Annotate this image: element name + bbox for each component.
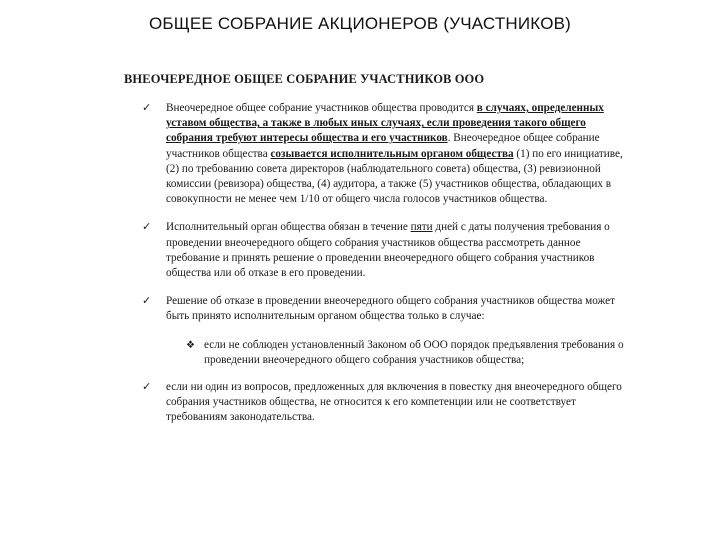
list-item xyxy=(124,220,624,281)
item-text: Исполнительный орган общества обязан в течение xyxy=(166,221,411,234)
checkmark-icon: ✓ xyxy=(142,381,152,394)
item-text: если ни один из вопросов, предложенных для включения в повестку дня внеочередного общего собрания участников общества, не относится к его компетенции или не соответствует требованиям законодательства. xyxy=(166,381,622,424)
item-text: (1) по его инициативе, (2) по требованию совета директоров (наблюдательного совета) общества, (3) ревизионной комиссии (ревизора) общества, (4) аудитора, а также (5) участников общества, обладающих в совокупности не менее чем 1/10 от общего числа голосов участников общества. xyxy=(166,147,623,206)
document-heading: ВНЕОЧЕРЕДНОЕ ОБЩЕЕ СОБРАНИЕ УЧАСТНИКОВ ООО xyxy=(124,72,485,86)
item-emphasis: в случаях, определенных уставом общества, а также в любых иных случаях, если проведения такого общего собрания требуют интересы общества и его участников xyxy=(166,102,604,145)
document-page xyxy=(124,72,624,439)
item-emphasis: пяти xyxy=(410,221,433,234)
slide-title: ОБЩЕЕ СОБРАНИЕ АКЦИОНЕРОВ (УЧАСТНИКОВ) xyxy=(148,14,572,33)
list-item xyxy=(124,101,624,207)
item-emphasis: созывается исполнительным органом общества xyxy=(270,147,514,160)
list-item xyxy=(124,380,624,426)
item-text: если не соблюден установленный Законом об ООО порядок предъявления требования о проведении внеочередного общего собрания участников общества; xyxy=(204,338,624,366)
checkmark-icon: ✓ xyxy=(142,102,152,114)
item-text: . Внеочередное общее собрание участников общества xyxy=(166,132,600,160)
item-text: дней с даты получения требования о проведении внеочередного общего собрания участников общества рассмотреть данное требование и принять решение о проведении внеочередного общего собрания участников общества или об отказе в его проведении. xyxy=(166,221,610,280)
item-text: Решение об отказе в проведении внеочередного общего собрания участников общества может быть принято исполнительным органом общества только в случае: xyxy=(166,295,615,323)
sub-list-item xyxy=(124,338,624,368)
item-text: Внеочередное общее собрание участников общества проводится xyxy=(166,102,477,114)
checkmark-icon: ✓ xyxy=(142,221,152,234)
diamond-bullet-icon: ❖ xyxy=(186,339,195,351)
checkmark-icon: ✓ xyxy=(142,295,152,308)
list-item xyxy=(124,294,624,324)
